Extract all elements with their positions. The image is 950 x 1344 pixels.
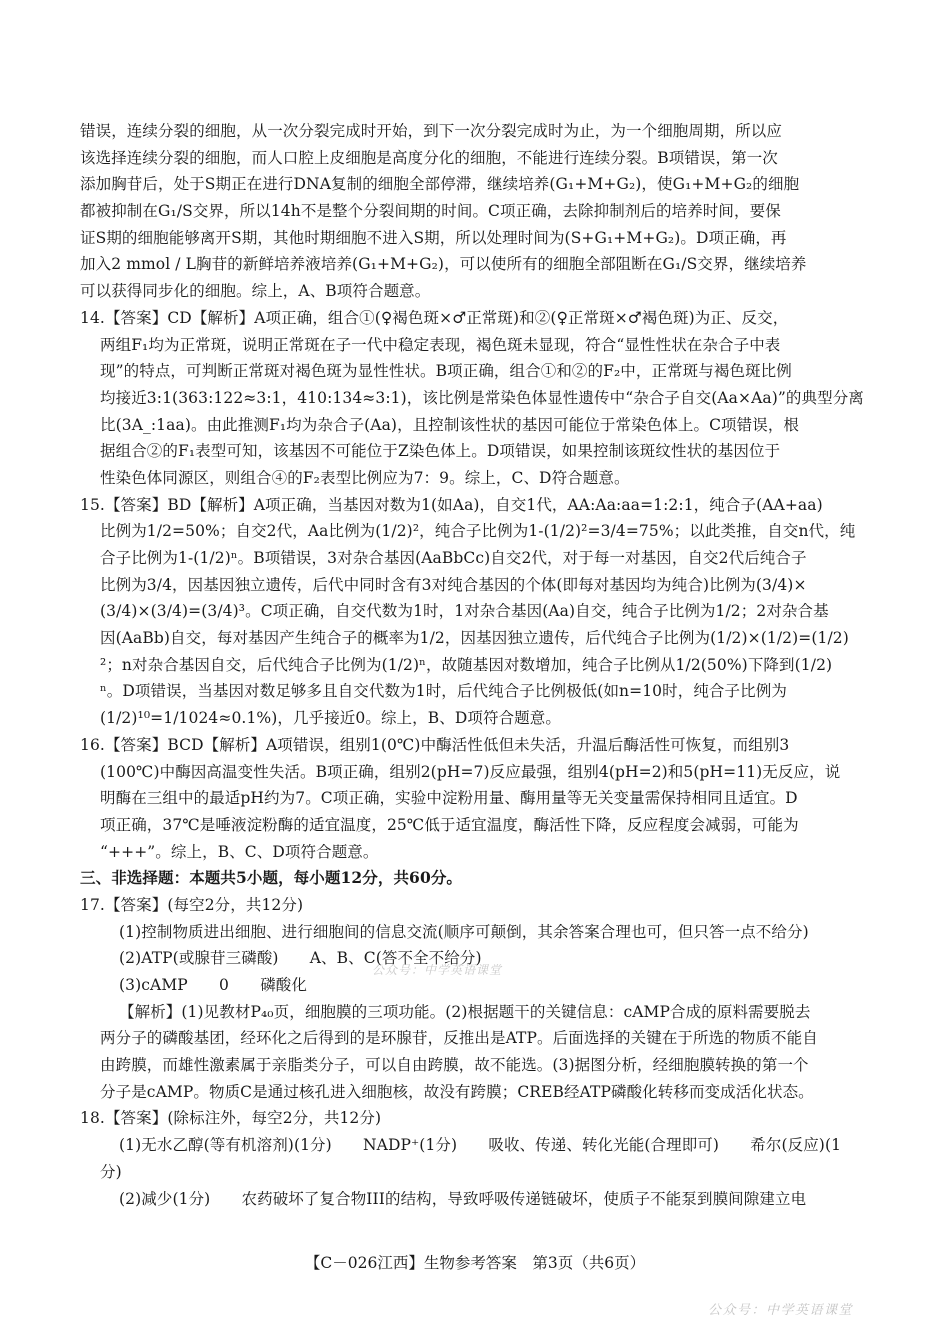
text-line: (1/2)¹⁰=1/1024≈0.1%)，几乎接近0。综上，B、D项符合题意。 [100, 709, 561, 728]
text-line: 项正确，37℃是唾液淀粉酶的适宜温度，25℃低于适宜温度，酶活性下降，反应程度会减弱，可能为 [100, 815, 799, 834]
text-line: 比(3A_:1aa)。由此推测F₁均为杂合子(Aa)，且控制该性状的基因可能位于常染色体上。C项错误，根 [100, 415, 800, 434]
text-line: 比例为3/4，因基因独立遗传，后代中同时含有3对纯合基因的个体(即每对基因均为纯合)比例为(3/4)× [100, 575, 807, 594]
text-line: 现”的特点，可判断正常斑对褐色斑为显性性状。B项正确，组合①和②的F₂中，正常斑与褐色斑比例 [100, 362, 792, 381]
text-line: 两分子的磷酸基团，经环化之后得到的是环腺苷，反推出是ATP。后面选择的关键在于所选的物质不能自 [100, 1029, 818, 1048]
text-line: 该选择连续分裂的细胞，而人口腔上皮细胞是高度分化的细胞，不能进行连续分裂。B项错误，第一次 [80, 148, 778, 167]
text-line: ²；n对杂合基因自交，后代纯合子比例为(1/2)ⁿ，故随基因对数增加，纯合子比例从1/2(50%)下降到(1/2) [100, 655, 833, 674]
text-line: 因(AaBb)自交，每对基因产生纯合子的概率为1/2，因基因独立遗传，后代纯合子比例为(1/2)×(1/2)=(1/2) [100, 629, 849, 648]
text-line: 据组合②的F₁表型可知，该基因不可能位于Z染色体上。D项错误，如果控制该斑纹性状的基因位于 [100, 442, 781, 461]
text-line: “+++”。综上，B、C、D项符合题意。 [100, 842, 379, 861]
text-line: (100℃)中酶因高温变性失活。B项正确，组别2(pH=7)反应最强，组别4(pH=2)和5(pH=11)无反应，说 [100, 762, 841, 781]
text-line: (2)ATP(或腺苷三磷酸) A、B、C(答不全不给分) [119, 949, 482, 968]
text-line: 加入2 mmol / L胸苷的新鲜培养液培养(G₁+M+G₂)，可以使所有的细胞全部阻断在G₁/S交界，继续培养 [80, 255, 807, 274]
text-line: 都被抑制在G₁/S交界，所以14h不是整个分裂间期的时间。C项正确，去除抑制剂后的培养时间，要保 [80, 202, 781, 221]
section-heading: 三、非选择题：本题共5小题，每小题12分，共60分。 [80, 868, 463, 888]
text-line: (1)控制物质进出细胞、进行细胞间的信息交流(顺序可颠倒，其余答案合理也可，但只答一点不给分) [119, 922, 809, 941]
text-line: 均接近3:1(363:122≈3:1，410:134≈3:1)，该比例是常染色体显性遗传中“杂合子自交(Aa×Aa)”的典型分离 [100, 388, 864, 407]
text-line: 明酶在三组中的最适pH约为7。C项正确，实验中淀粉用量、酶用量等无关变量需保持相同且适宜。D [100, 789, 798, 808]
text-line: 可以获得同步化的细胞。综上，A、B项符合题意。 [80, 282, 431, 301]
text-line: 分) [100, 1162, 122, 1181]
text-line: 比例为1/2=50%；自交2代，Aa比例为(1/2)²，纯合子比例为1-(1/2)²=3/4=75%；以此类推，自交n代，纯 [100, 522, 856, 541]
text-line: (3/4)×(3/4)=(3/4)³。C项正确，自交代数为1时，1对杂合基因(Aa)自交，纯合子比例为1/2；2对杂合基 [100, 602, 829, 621]
text-line: 由跨膜，而雄性激素属于亲脂类分子，可以自由跨膜，故不能选。(3)据图分析，经细胞膜转换的第一个 [100, 1056, 809, 1075]
text-line: 错误，连续分裂的细胞，从一次分裂完成时开始，到下一次分裂完成时为止，为一个细胞周期，所以应 [80, 122, 783, 140]
question-17-answer: 17.【答案】(每空2分，共12分) [80, 895, 304, 914]
text-line: 两组F₁均为正常斑，说明正常斑在子一代中稳定表现，褐色斑未显现，符合“显性性状在杂合子中表 [100, 335, 781, 354]
text-line: 性染色体同源区，则组合④的F₂表型比例应为7：9。综上，C、D符合题意。 [100, 468, 630, 487]
question-15-answer: 15.【答案】BD【解析】A项正确，当基因对数为1(如Aa)，自交1代，AA:Aa:aa=1:2:1，纯合子(AA+aa) [80, 495, 823, 514]
text-line: ⁿ。D项错误，当基因对数足够多且自交代数为1时，后代纯合子比例极低(如n=10时，纯合子比例为 [100, 682, 787, 701]
question-18-answer: 18.【答案】(除标注外，每空2分，共12分) [80, 1109, 382, 1128]
text-line: (3)cAMP 0 磷酸化 [119, 976, 307, 994]
text-line: (2)减少(1分) 农药破坏了复合物III的结构，导致呼吸传递链破坏，使质子不能泵到膜间隙建立电 [119, 1189, 807, 1208]
text-line: 合子比例为1-(1/2)ⁿ。B项错误，3对杂合基因(AaBbCc)自交2代，对于每一对基因，自交2代后纯合子 [100, 549, 807, 567]
text-line: (1)无水乙醇(等有机溶剂)(1分) NADP⁺(1分) 吸收、传递、转化光能(合理即可) 希尔(反应)(1 [119, 1136, 842, 1155]
watermark-text: 公众号：中学英语课堂 [372, 963, 503, 977]
question-16-answer: 16.【答案】BCD【解析】A项错误，组别1(0℃)中酶活性低但未失活，升温后酶活性可恢复，而组别3 [80, 735, 790, 754]
text-line: 证S期的细胞能够离开S期，其他时期细胞不进入S期，所以处理时间为(S+G₁+M+G₂)。D项正确，再 [80, 228, 787, 247]
answer-content [80, 118, 870, 1212]
watermark-text: 公众号：中学英语课堂 [708, 1303, 854, 1318]
text-line: 分子是cAMP。物质C是通过核孔进入细胞核，故没有跨膜；CREB经ATP磷酸化转移而变成活化状态。 [100, 1082, 814, 1101]
page-footer: 【C－026江西】生物参考答案 第3页（共6页） [304, 1254, 646, 1272]
question-14-answer: 14.【答案】CD【解析】A项正确，组合①(♀褐色斑×♂正常斑)和②(♀正常斑×♂褐色斑)为正、反交， [80, 308, 789, 327]
text-line: 添加胸苷后，处于S期正在进行DNA复制的细胞全部停滞，继续培养(G₁+M+G₂)，使G₁+M+G₂的细胞 [80, 175, 800, 194]
analysis-line: 【解析】(1)见教材P₄₀页，细胞膜的三项功能。(2)根据题干的关键信息：cAMP合成的原料需要脱去 [119, 1002, 811, 1021]
